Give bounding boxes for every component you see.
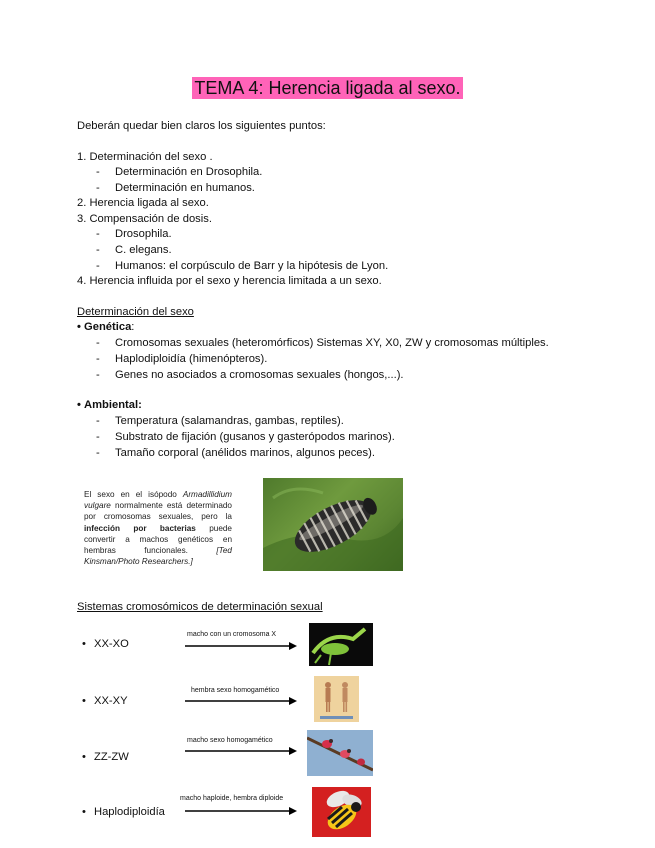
bullet: • bbox=[77, 321, 81, 333]
system-label: XX-XY bbox=[94, 695, 128, 707]
system-label: ZZ-ZW bbox=[94, 751, 129, 763]
arrow-note: macho sexo homogamético bbox=[187, 737, 273, 744]
human-figures-illustration bbox=[314, 676, 359, 722]
outline-item-4: 4. Herencia influida por el sexo y herencia limitada a un sexo. bbox=[77, 275, 382, 287]
row-bullet: • bbox=[82, 806, 86, 818]
system-label: Haplodiploidía bbox=[94, 806, 165, 818]
arrow-icon bbox=[185, 806, 297, 816]
outline-item-3: 3. Compensación de dosis. bbox=[77, 213, 212, 225]
arrow-note: hembra sexo homogamético bbox=[191, 687, 280, 694]
page-title bbox=[0, 78, 655, 99]
isopod-illustration bbox=[263, 478, 403, 571]
outline-item-2: 2. Herencia ligada al sexo. bbox=[77, 197, 209, 209]
arrow-icon bbox=[185, 696, 297, 706]
ambiental-heading bbox=[77, 398, 142, 414]
genetica-label: Genética bbox=[84, 321, 132, 333]
arrow-icon bbox=[185, 641, 297, 651]
arrow-note: macho con un cromosoma X bbox=[187, 631, 277, 638]
section-heading-determinacion: Determinación del sexo bbox=[77, 306, 194, 318]
arrow-note: macho haploide, hembra diploide bbox=[180, 795, 284, 802]
birds-on-branch-illustration bbox=[307, 730, 373, 776]
row-bullet: • bbox=[82, 638, 86, 650]
document-page: TEMA 4: Herencia ligada al sexo. Deberán quedar bien claros los siguientes puntos: 1. Determinación del sexo . - Determinación en Drosophila. - Determinación en humanos. 2. Herencia ligada al sexo. 3. Compensación de dosis. - Drosophila. - C. elegans. - Humanos: el corpúsculo de Barr y la hipótesis de Lyon. 4. Herencia influida por el sexo y herencia limitada a un sexo. Determinación del sexo • Genética: - Cromosomas sexuales (heteromórficos) Sistemas XY, X0, ZW y cromosomas múltiples. - Haplodiploidía (himenópteros). - Genes no asociados a cromosomas sexuales (hongos,...). • Ambiental: - Temperatura (salamandras, gambas, reptiles). - Substrato de fijación (gusanos y gasterópodos marinos). - Tamaño corporal (anélidos marinos, algunos peces). El sexo en el isópodo Armadillidium vulgare normalmente está determinado por cromosomas sexuales, pero la infección por bacterias puede convertir a machos genéticos en hembras funcionales. [Ted Kinsman/Photo Researchers.] Sistemas cromosómicos de determinación sexual • XX-XO macho con un cromosoma X • XX-XY hembra sexo homogamético • ZZ-ZW macho sexo homogamético • Haplodiploidía macho haploide, hembra diploide bbox=[0, 0, 655, 848]
row-bullet: • bbox=[82, 751, 86, 763]
isopod-caption: El sexo en el isópodo Armadillidium vulgare normalmente está determinado por cromosomas sexuales, pero la infección por bacterias puede convertir a machos genéticos en hembras funcionales. [Ted Kinsman/Photo Researchers.] bbox=[84, 490, 232, 567]
ambiental-label: Ambiental: bbox=[84, 399, 142, 411]
bee-icon bbox=[312, 787, 371, 837]
intro-text: Deberán quedar bien claros los siguientes puntos: bbox=[77, 120, 326, 132]
system-label: XX-XO bbox=[94, 638, 129, 650]
bee-photo bbox=[312, 787, 371, 837]
genetica-heading: • Genética: bbox=[77, 321, 135, 333]
birds-photo bbox=[307, 730, 373, 776]
section-heading-sistemas: Sistemas cromosómicos de determinación sexual bbox=[77, 601, 323, 613]
insect-photo bbox=[309, 623, 373, 666]
row-bullet: • bbox=[82, 695, 86, 707]
human-figures-photo bbox=[314, 676, 359, 722]
title-highlight: TEMA 4: Herencia ligada al sexo. bbox=[194, 78, 461, 98]
grasshopper-illustration bbox=[309, 623, 373, 666]
outline-item-1: 1. Determinación del sexo . bbox=[77, 151, 213, 163]
arrow-icon bbox=[185, 746, 297, 756]
isopod-photo bbox=[263, 478, 403, 571]
bullet: • bbox=[77, 399, 81, 411]
